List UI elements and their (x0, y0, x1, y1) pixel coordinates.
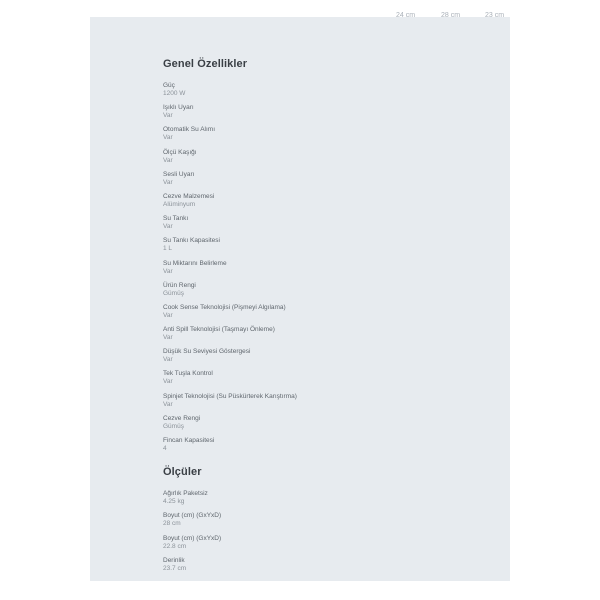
spec-item (163, 193, 483, 215)
cut-off-value-3: 23 cm (485, 12, 505, 19)
spec-value: Var (163, 178, 173, 186)
general-spec-list (163, 82, 483, 459)
spec-label: Su Tankı (163, 215, 189, 223)
spec-label: Cezve Rengi (163, 414, 201, 422)
dimensions-spec-list (163, 490, 483, 579)
spec-content (163, 57, 483, 579)
spec-item (163, 326, 483, 348)
spec-label: Işıklı Uyarı (163, 104, 194, 112)
spec-panel (90, 12, 510, 581)
spec-value: 23.7 cm (163, 564, 187, 572)
spec-label: Ölçü Kaşığı (163, 148, 197, 156)
spec-label: Su Tankı Kapasitesi (163, 237, 220, 245)
spec-label: Otomatik Su Alımı (163, 126, 216, 134)
spec-label: Boyut (cm) (GxYxD) (163, 512, 222, 520)
spec-item (163, 215, 483, 237)
spec-item (163, 126, 483, 148)
spec-item (163, 370, 483, 392)
spec-value: 4 (163, 445, 167, 452)
spec-label: Derinlik (163, 556, 185, 564)
dimensions-title: Ölçüler (163, 466, 202, 479)
spec-item (163, 348, 483, 370)
spec-value: Var (163, 378, 173, 386)
cut-off-header (90, 12, 510, 22)
spec-label: Anti Spill Teknolojisi (Taşmayı Önleme) (163, 326, 275, 334)
spec-value: 28 cm (163, 520, 181, 528)
spec-value: Var (163, 134, 173, 142)
spec-item (163, 437, 483, 459)
spec-label: Cezve Malzemesi (163, 192, 215, 200)
spec-item (163, 282, 483, 304)
spec-value: Var (163, 223, 173, 231)
spec-item (163, 82, 483, 104)
spec-value: Var (163, 267, 173, 275)
spec-label: Tek Tuşla Kontrol (163, 370, 213, 378)
spec-item (163, 260, 483, 282)
spec-label: Ağırlık Paketsiz (163, 490, 208, 498)
spec-value: 4.25 kg (163, 498, 185, 506)
spec-value: Var (163, 356, 173, 364)
spec-label: Fincan Kapasitesi (163, 437, 215, 444)
spec-item (163, 104, 483, 126)
spec-value: Var (163, 400, 173, 408)
spec-item (163, 557, 483, 579)
spec-item (163, 149, 483, 171)
spec-item (163, 304, 483, 326)
cut-off-value-2: 28 cm (441, 12, 461, 19)
spec-label: Ürün Rengi (163, 281, 196, 289)
spec-value: 1 L (163, 245, 173, 253)
spec-label: Düşük Su Seviyesi Göstergesi (163, 348, 251, 356)
spec-value: Alüminyum (163, 200, 196, 208)
spec-value: 1200 W (163, 90, 186, 97)
spec-value: Gümüş (163, 289, 184, 297)
spec-item (163, 237, 483, 259)
general-features-title: Genel Özellikler (163, 58, 248, 70)
spec-item (163, 535, 483, 557)
spec-value: Var (163, 334, 173, 342)
spec-value: 22.8 cm (163, 542, 187, 550)
spec-label: Boyut (cm) (GxYxD) (163, 534, 222, 542)
spec-label: Spinjet Teknolojisi (Su Püskürterek Karıştırma) (163, 392, 297, 400)
spec-item (163, 171, 483, 193)
spec-item (163, 393, 483, 415)
spec-item (163, 512, 483, 534)
spec-label: Güç (163, 82, 175, 89)
spec-value: Var (163, 311, 173, 319)
spec-label: Sesli Uyarı (163, 170, 195, 178)
spec-value: Var (163, 112, 173, 120)
spec-item (163, 490, 483, 512)
spec-label: Su Miktarını Belirleme (163, 259, 227, 267)
cut-off-value-1: 24 cm (396, 12, 416, 19)
spec-value: Gümüş (163, 422, 184, 430)
spec-label: Cook Sense Teknolojisi (Pişmeyi Algılama) (163, 303, 286, 311)
spec-item (163, 415, 483, 437)
spec-value: Var (163, 156, 173, 164)
